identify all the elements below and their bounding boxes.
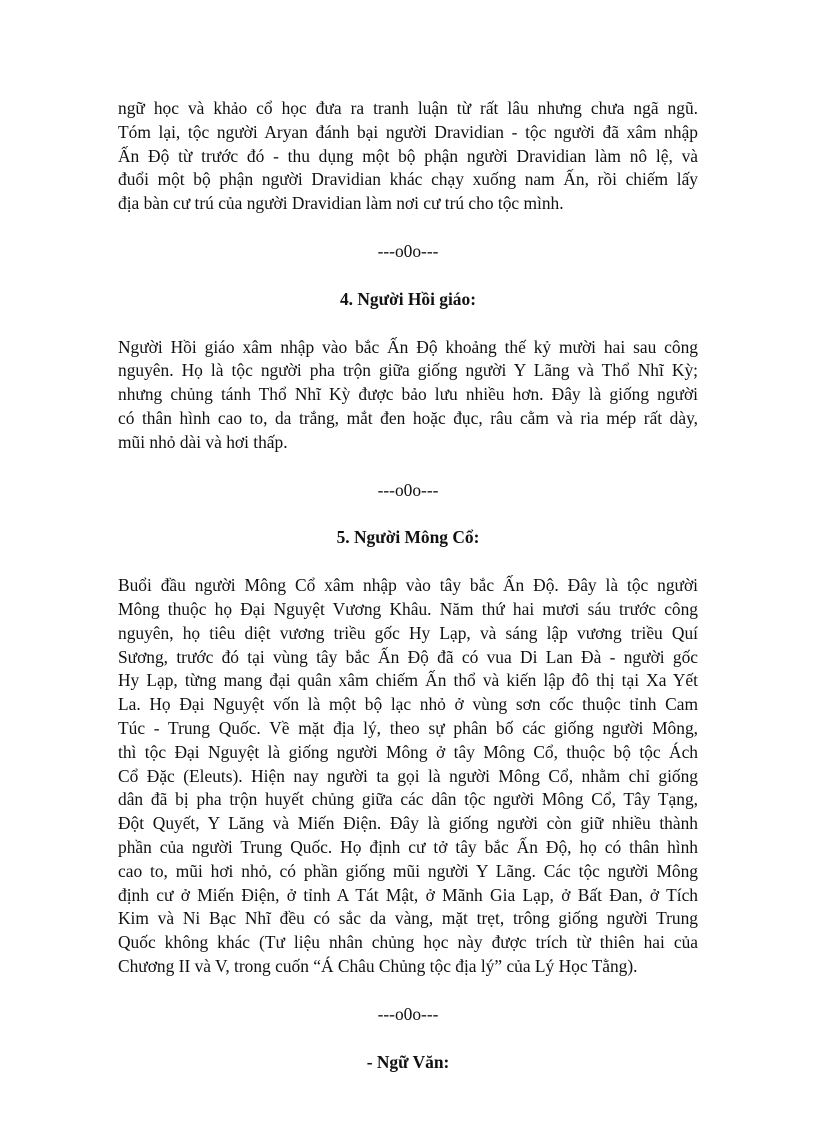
text-line: Quốc không khác (Tư liệu nhân chủng học này được trích từ thiên hai của <box>118 932 698 953</box>
text-line: Cổ Đặc (Eleuts). Hiện nay người ta gọi là người Mông Cổ, nhằm chỉ giống <box>118 765 698 786</box>
paragraph-aryan-conclusion <box>118 97 698 216</box>
text-line: phần của người Trung Quốc. Họ định cư tở tây bắc Ấn Độ, họ có thân hình <box>118 836 698 857</box>
section-separator: ---o0o--- <box>377 240 439 261</box>
text-line: định cư ở Miến Điện, ở tỉnh A Tát Mật, ở Mãnh Gia Lạp, ở Bất Đan, ở Tích <box>118 884 698 905</box>
document-page <box>118 97 698 1074</box>
section-heading-ngu-van: - Ngữ Văn: <box>366 1051 450 1072</box>
text-line: Mông thuộc họ Đại Nguyệt Vương Khâu. Năm thứ hai mươi sáu trước công <box>118 598 698 619</box>
text-line: địa bàn cư trú của người Dravidian làm nơi cư trú cho tộc mình. <box>118 193 564 214</box>
section-separator: ---o0o--- <box>377 479 439 500</box>
paragraph-hoi-giao <box>118 336 698 455</box>
text-line: Ấn Độ từ trước đó - thu dụng một bộ phận người Dravidian làm nô lệ, và <box>118 145 698 166</box>
text-line: Hy Lạp, từng mang đại quân xâm chiếm Ấn thổ và kiến lập đô thị tại Xa Yết <box>118 670 698 691</box>
text-line: Chương II và V, trong cuốn “Á Châu Chủng tộc địa lý” của Lý Học Tằng). <box>118 955 638 976</box>
text-line: La. Họ Đại Nguyệt vốn là một bộ lạc nhỏ ở vùng sơn cốc thuộc tỉnh Cam <box>118 694 698 715</box>
text-line: Sương, trước đó tại vùng tây bắc Ấn Độ đã có vua Di Lan Đà - người gốc <box>118 646 698 667</box>
section-separator: ---o0o--- <box>377 1003 439 1024</box>
text-line: Đột Quyết, Y Lăng và Miến Điện. Đây là giống người còn giữ nhiều thành <box>118 813 698 834</box>
text-line: Người Hồi giáo xâm nhập vào bắc Ấn Độ khoảng thế kỷ mười hai sau công <box>118 336 698 357</box>
text-line: có thân hình cao to, da trắng, mắt đen hoặc đục, râu cằm và ria mép rất dày, <box>118 407 698 428</box>
text-line: Kim và Ni Bạc Nhĩ đều có sắc da vàng, mặt trẹt, trông giống người Trung <box>118 908 698 929</box>
text-line: Buổi đầu người Mông Cổ xâm nhập vào tây bắc Ấn Độ. Đây là tộc người <box>118 575 698 596</box>
text-line: nguyên. Họ là tộc người pha trộn giữa giống người Y Lãng và Thổ Nhĩ Kỳ; <box>118 360 698 381</box>
text-line: cao to, mũi hơi nhỏ, có phần giống mũi người Y Lãng. Các tộc người Mông <box>118 860 698 881</box>
text-line: dân đã bị pha trộn huyết chủng giữa các dân tộc người Mông Cổ, Tây Tạng, <box>118 789 698 810</box>
text-line: Tóm lại, tộc người Aryan đánh bại người Dravidian - tộc người đã xâm nhập <box>118 121 698 142</box>
text-line: thì tộc Đại Nguyệt là giống người Mông ở tây Mông Cổ, thuộc bộ tộc Ách <box>118 741 698 762</box>
paragraph-mong-co <box>118 574 698 979</box>
text-line: nguyên, họ tiêu diệt vương triều gốc Hy Lạp, và sáng lập vương triều Quí <box>118 622 698 643</box>
text-line: đuổi một bộ phận người Dravidian khác chạy xuống nam Ấn, rồi chiếm lấy <box>118 169 698 190</box>
section-heading-hoi-giao: 4. Người Hồi giáo: <box>339 288 476 309</box>
section-heading-mong-co: 5. Người Mông Cổ: <box>336 527 480 548</box>
text-line: Túc - Trung Quốc. Về mặt địa lý, theo sự phân bố các giống người Mông, <box>118 717 698 738</box>
text-line: nhưng chủng tánh Thổ Nhĩ Kỳ được bảo lưu nhiều hơn. Đây là giống người <box>118 384 698 405</box>
text-line: ngữ học và khảo cổ học đưa ra tranh luận từ rất lâu nhưng chưa ngã ngũ. <box>118 98 698 118</box>
text-line: mũi nhỏ dài và hơi thấp. <box>118 431 288 452</box>
